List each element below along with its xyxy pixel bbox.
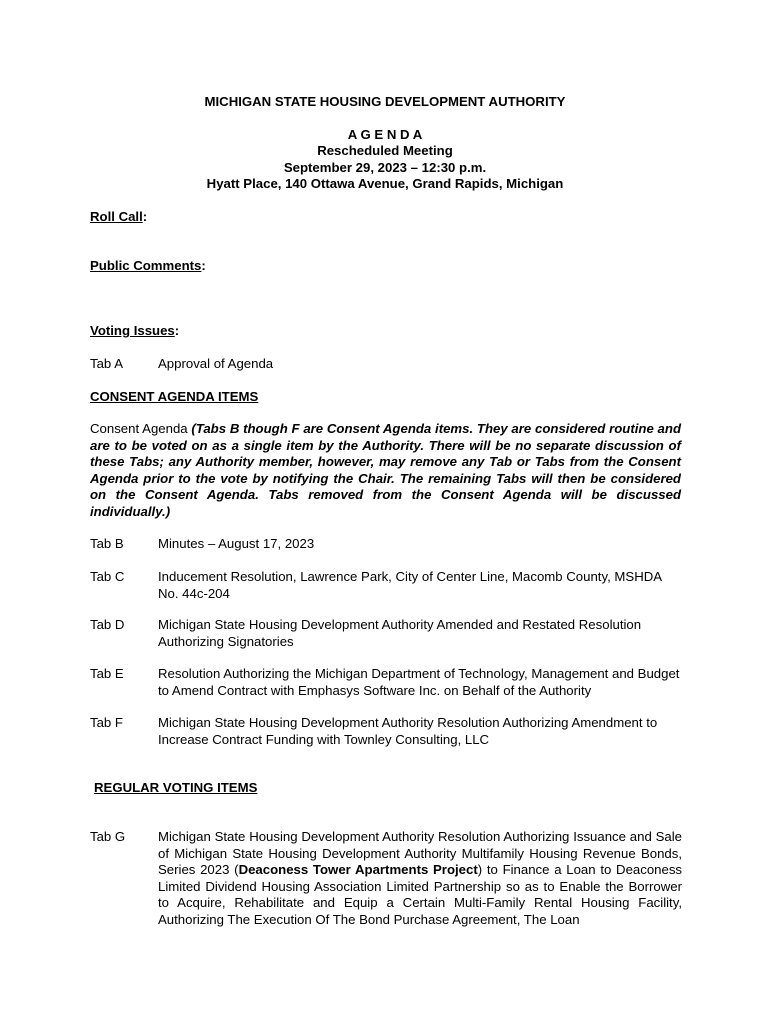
roll-call-label: Roll Call [90,209,143,224]
org-title: MICHIGAN STATE HOUSING DEVELOPMENT AUTHORITY [204,94,566,109]
tab-b-desc: Minutes – August 17, 2023 [158,536,315,551]
tab-g-desc [158,829,682,929]
voting-issues-heading [90,323,179,340]
public-comments-label: Public Comments [90,258,202,273]
consent-note: (Tabs B though F are Consent Agenda items. They are considered routine and are to be voted on as a single item by the Authority. There will be no separate discussion of these Tabs; any Authority member, however, may remove any Tab or Tabs from the Consent Agenda prior to the vote by notifying the Chair. The remaining Tabs will then be considered on the Consent Agenda. Tabs removed from the Consent Agenda will be discussed individually.) [90,421,681,519]
tab-g-desc-pre: Michigan State Housing Development Authority Resolution Authorizing Issuance and Sale of Michigan State Housing Development Authority Multifamily Housing Revenue Bonds, Series 2023 ( [158,829,682,878]
roll-call-heading [90,209,147,226]
consent-paragraph [90,421,681,521]
public-comments-colon: : [201,258,206,273]
tab-g-project-name: Deaconess Tower Apartments Project [238,862,478,878]
meeting-type: Rescheduled Meeting [317,143,453,158]
tab-a-desc: Approval of Agenda [158,356,274,371]
tab-b-label: Tab B [90,536,124,551]
tab-e-desc: Resolution Authorizing the Michigan Department of Technology, Management and Budget to Amend Contract with Emphasys Software Inc. on Behalf of the Authority [158,666,680,698]
consent-heading: CONSENT AGENDA ITEMS [90,389,259,404]
regular-heading: REGULAR VOTING ITEMS [94,780,258,795]
tab-c-label: Tab C [90,569,125,584]
meeting-date-time: September 29, 2023 – 12:30 p.m. [283,160,487,175]
tab-d-desc: Michigan State Housing Development Authority Amended and Restated Resolution Authorizing Signatories [158,617,642,649]
voting-issues-colon: : [174,323,180,338]
tab-g-label: Tab G [90,829,126,844]
agenda-title: A G E N D A [347,127,423,142]
voting-issues-label: Voting Issues [90,323,175,338]
meeting-location: Hyatt Place, 140 Ottawa Avenue, Grand Rapids, Michigan [206,176,564,191]
tab-f-desc: Michigan State Housing Development Authority Resolution Authorizing Amendment to Increase Contract Funding with Townley Consulting, LLC [158,715,658,747]
consent-lead: Consent Agenda [90,421,192,436]
tab-d-label: Tab D [90,617,125,632]
public-comments-heading [90,258,206,275]
roll-call-colon: : [142,209,148,224]
tab-e-label: Tab E [90,666,124,681]
tab-g-desc-post: ) to Finance a Loan to Deaconess Limited Dividend Housing Association Limited Partnership so as to Enable the Borrower to Acquire, Rehabilitate and Equip a Certain Multi-Family Rental Housing Facility, Authorizing The Execution Of The Bond Purchase Agreement, The Loan [158,862,683,927]
tab-c-desc: Inducement Resolution, Lawrence Park, City of Center Line, Macomb County, MSHDA No. 44c-204 [158,569,662,601]
tab-a-label: Tab A [90,356,123,371]
tab-f-label: Tab F [90,715,123,730]
